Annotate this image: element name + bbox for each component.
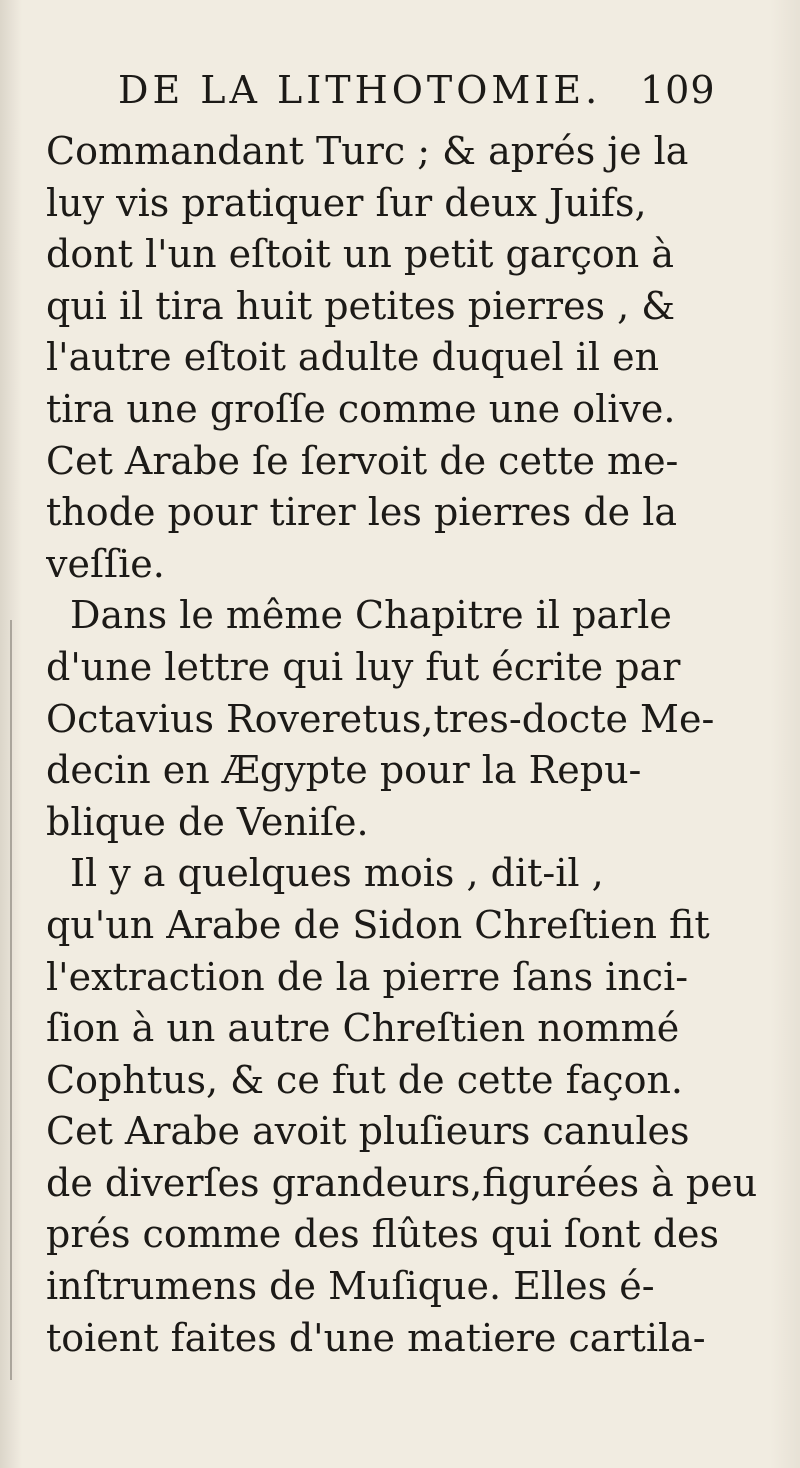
text-line: qui il tira huit petites pierres , & bbox=[46, 283, 676, 328]
text-line: blique de Veniſe. bbox=[46, 799, 369, 844]
text-line: l'extraction de la pierre ſans inci- bbox=[46, 954, 689, 999]
text-line: d'une lettre qui luy fut écrite par bbox=[46, 644, 681, 689]
text-line: Commandant Turc ; & aprés je la bbox=[46, 129, 689, 173]
text-line: Cet Arabe ſe ſervoit de cette me- bbox=[46, 438, 679, 483]
text-line: Cophtus, & ce fut de cette façon. bbox=[46, 1057, 684, 1102]
paragraph-start-line: Il y a quelques mois , dit-il , bbox=[70, 851, 604, 896]
running-head: DE LA LITHOTOMIE. bbox=[118, 68, 602, 112]
text-line: l'autre eſtoit adulte duquel il en bbox=[46, 335, 660, 380]
text-line: qu'un Arabe de Sidon Chreſtien fit bbox=[46, 902, 710, 947]
text-line: prés comme des flûtes qui ſont des bbox=[46, 1212, 720, 1257]
text-line: decin en Ægypte pour la Repu- bbox=[46, 748, 642, 793]
page-edge-shadow bbox=[10, 620, 12, 1380]
text-line: dont l'un eſtoit un petit garçon à bbox=[46, 232, 674, 277]
text-line: toient faites d'une matiere cartila- bbox=[46, 1315, 706, 1360]
page-number: 109 bbox=[640, 68, 716, 112]
text-line: thode pour tirer les pierres de la bbox=[46, 490, 678, 535]
text-line: luy vis pratiquer ſur deux Juifs, bbox=[46, 180, 647, 225]
text-line: de diverſes grandeurs,figurées à peu bbox=[46, 1160, 758, 1205]
text-line: tira une groſſe comme une olive. bbox=[46, 386, 676, 431]
text-line: veſſie. bbox=[46, 541, 165, 586]
paragraph-start-line: Dans le même Chapitre il parle bbox=[70, 593, 672, 638]
text-line: Cet Arabe avoit pluſieurs canules bbox=[46, 1109, 690, 1154]
body-text bbox=[46, 126, 776, 1364]
text-line: inſtrumens de Muſique. Elles é- bbox=[46, 1264, 655, 1309]
page-header bbox=[118, 68, 798, 124]
text-line: ſion à un autre Chreſtien nommé bbox=[46, 1006, 680, 1051]
text-line: Octavius Roveretus,tres-docte Me- bbox=[46, 696, 715, 741]
